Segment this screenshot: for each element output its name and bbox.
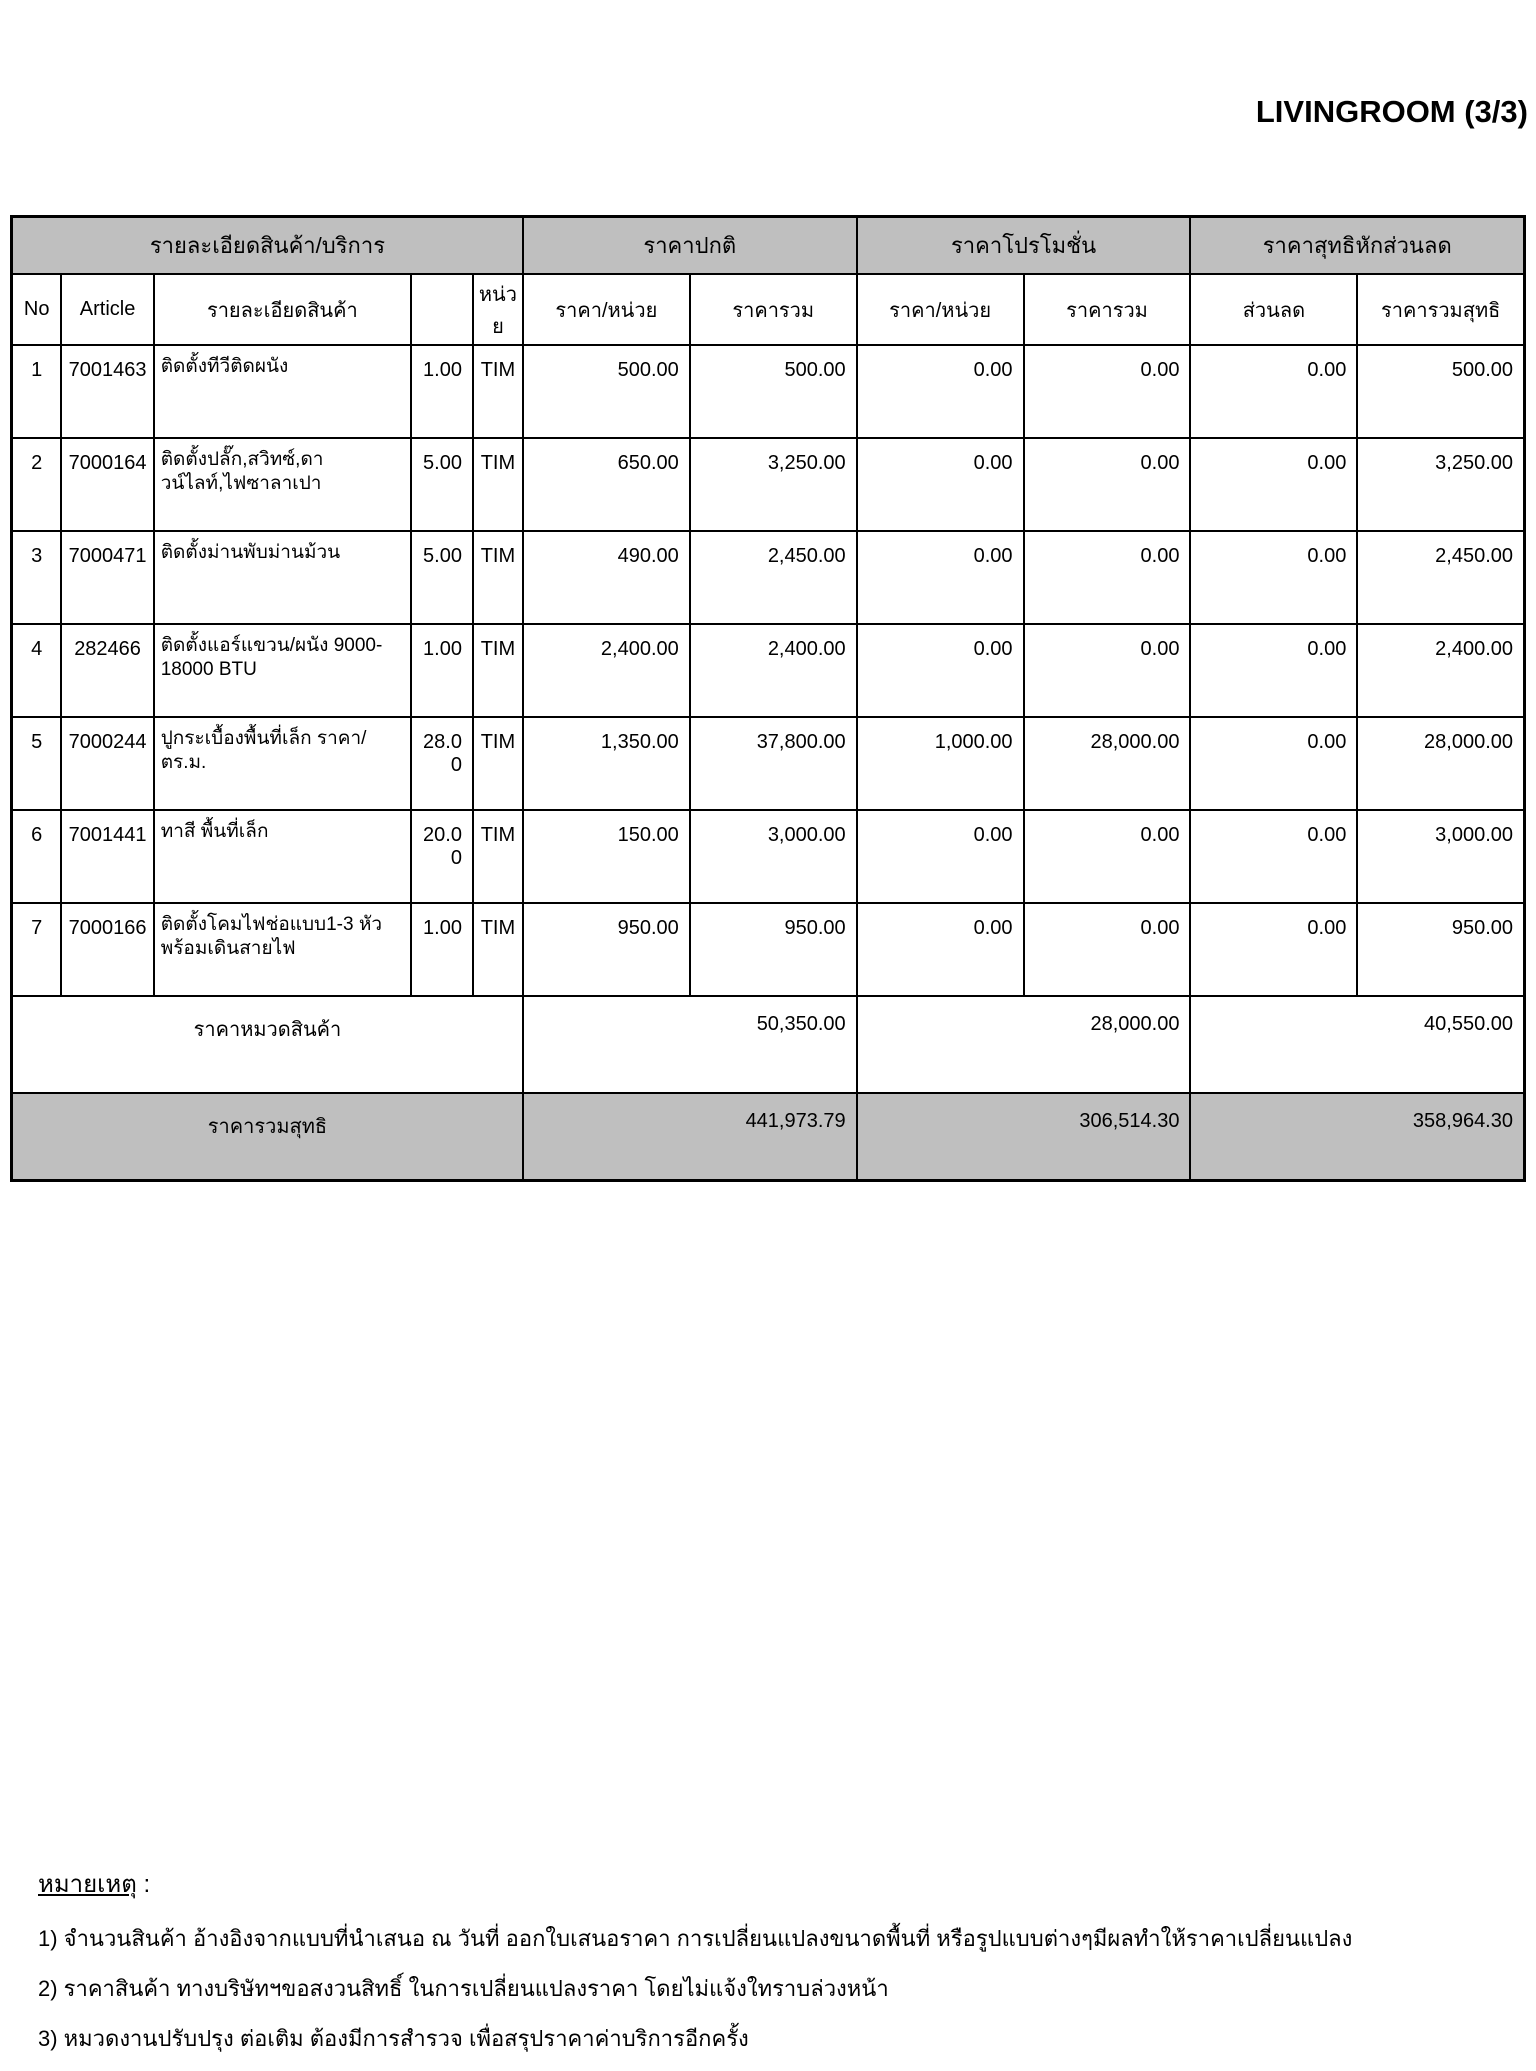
cell-discount: 0.00 bbox=[1190, 903, 1357, 996]
column-header-row bbox=[12, 274, 1525, 345]
col-header-promo-total: ราคารวม bbox=[1024, 274, 1191, 345]
cell-promo-unit: 0.00 bbox=[857, 531, 1024, 624]
grand-total-row bbox=[12, 1093, 1525, 1181]
cell-discount: 0.00 bbox=[1190, 810, 1357, 903]
cell-no: 1 bbox=[12, 345, 62, 438]
group-header-promo-price: ราคาโปรโมชั่น bbox=[857, 217, 1191, 275]
col-header-price-unit: ราคา/หน่วย bbox=[523, 274, 690, 345]
col-header-no: No bbox=[12, 274, 62, 345]
cell-price-total: 2,450.00 bbox=[690, 531, 857, 624]
cell-article: 7000471 bbox=[61, 531, 153, 624]
cell-article: 7001463 bbox=[61, 345, 153, 438]
col-header-article: Article bbox=[61, 274, 153, 345]
subtotal-normal-value: 50,350.00 bbox=[523, 996, 857, 1093]
notes-section bbox=[38, 1864, 1352, 2071]
cell-article: 7000166 bbox=[61, 903, 153, 996]
cell-promo-unit: 0.00 bbox=[857, 438, 1024, 531]
cell-promo-total: 0.00 bbox=[1024, 345, 1191, 438]
table-row bbox=[12, 903, 1525, 996]
quotation-table bbox=[10, 215, 1526, 1182]
table-row bbox=[12, 717, 1525, 810]
grand-total-label: ราคารวมสุทธิ bbox=[12, 1093, 523, 1181]
cell-promo-total: 0.00 bbox=[1024, 903, 1191, 996]
cell-qty: 28.00 bbox=[411, 717, 473, 810]
subtotal-net-value: 40,550.00 bbox=[1190, 996, 1524, 1093]
page-title: LIVINGROOM (3/3) bbox=[1255, 94, 1528, 129]
cell-promo-total: 28,000.00 bbox=[1024, 717, 1191, 810]
cell-description: ทาสี พื้นที่เล็ก bbox=[154, 810, 411, 903]
cell-description: ติดตั้งทีวีติดผนัง bbox=[154, 345, 411, 438]
quotation-table-wrapper bbox=[10, 215, 1526, 1182]
cell-net-total: 3,000.00 bbox=[1357, 810, 1524, 903]
table-row bbox=[12, 810, 1525, 903]
cell-no: 4 bbox=[12, 624, 62, 717]
cell-promo-unit: 0.00 bbox=[857, 345, 1024, 438]
cell-net-total: 2,450.00 bbox=[1357, 531, 1524, 624]
cell-unit: TIM bbox=[473, 531, 523, 624]
note-item-2: 2) ราคาสินค้า ทางบริษัทฯขอสงวนสิทธิ์ ในการเปลี่ยนแปลงราคา โดยไม่แจ้งใทราบล่วงหน้า bbox=[38, 1976, 889, 2001]
group-header-details: รายละเอียดสินค้า/บริการ bbox=[12, 217, 523, 275]
cell-promo-total: 0.00 bbox=[1024, 810, 1191, 903]
subtotal-label: ราคาหมวดสินค้า bbox=[12, 996, 523, 1093]
group-header-normal-price: ราคาปกติ bbox=[523, 217, 857, 275]
notes-heading-colon: : bbox=[136, 1871, 151, 1898]
group-header-row bbox=[12, 217, 1525, 275]
col-header-qty bbox=[411, 274, 473, 345]
cell-discount: 0.00 bbox=[1190, 531, 1357, 624]
cell-net-total: 28,000.00 bbox=[1357, 717, 1524, 810]
cell-price-unit: 1,350.00 bbox=[523, 717, 690, 810]
cell-description: ติดตั้งโคมไฟช่อแบบ1-3 หัวพร้อมเดินสายไฟ bbox=[154, 903, 411, 996]
cell-article: 7001441 bbox=[61, 810, 153, 903]
cell-promo-unit: 0.00 bbox=[857, 810, 1024, 903]
cell-description: ติดตั้งแอร์แขวน/ผนัง 9000-18000 BTU bbox=[154, 624, 411, 717]
cell-price-unit: 2,400.00 bbox=[523, 624, 690, 717]
cell-description: ติดตั้งปลั๊ก,สวิทซ์,ดาวน์ไลท์,ไฟซาลาเปา bbox=[154, 438, 411, 531]
cell-promo-unit: 1,000.00 bbox=[857, 717, 1024, 810]
subtotal-row bbox=[12, 996, 1525, 1093]
col-header-promo-unit: ราคา/หน่วย bbox=[857, 274, 1024, 345]
col-header-net-total: ราคารวมสุทธิ bbox=[1357, 274, 1524, 345]
cell-net-total: 950.00 bbox=[1357, 903, 1524, 996]
cell-price-total: 3,250.00 bbox=[690, 438, 857, 531]
cell-discount: 0.00 bbox=[1190, 438, 1357, 531]
cell-article: 282466 bbox=[61, 624, 153, 717]
table-row bbox=[12, 624, 1525, 717]
notes-heading bbox=[38, 1864, 1352, 1903]
cell-discount: 0.00 bbox=[1190, 345, 1357, 438]
cell-no: 2 bbox=[12, 438, 62, 531]
cell-qty: 5.00 bbox=[411, 438, 473, 531]
cell-description: ติดตั้งม่านพับม่านม้วน bbox=[154, 531, 411, 624]
cell-discount: 0.00 bbox=[1190, 624, 1357, 717]
table-row bbox=[12, 438, 1525, 531]
grand-total-normal-value: 441,973.79 bbox=[523, 1093, 857, 1181]
cell-no: 3 bbox=[12, 531, 62, 624]
cell-description: ปูกระเบื้องพื้นที่เล็ก ราคา/ตร.ม. bbox=[154, 717, 411, 810]
cell-price-unit: 490.00 bbox=[523, 531, 690, 624]
cell-net-total: 2,400.00 bbox=[1357, 624, 1524, 717]
cell-unit: TIM bbox=[473, 903, 523, 996]
cell-no: 7 bbox=[12, 903, 62, 996]
cell-qty: 20.00 bbox=[411, 810, 473, 903]
cell-price-unit: 950.00 bbox=[523, 903, 690, 996]
notes-heading-text: หมายเหตุ bbox=[38, 1871, 137, 1898]
cell-promo-unit: 0.00 bbox=[857, 903, 1024, 996]
cell-no: 6 bbox=[12, 810, 62, 903]
cell-unit: TIM bbox=[473, 717, 523, 810]
cell-price-total: 500.00 bbox=[690, 345, 857, 438]
cell-net-total: 500.00 bbox=[1357, 345, 1524, 438]
cell-article: 7000164 bbox=[61, 438, 153, 531]
subtotal-promo-value: 28,000.00 bbox=[857, 996, 1191, 1093]
table-row bbox=[12, 531, 1525, 624]
cell-promo-total: 0.00 bbox=[1024, 531, 1191, 624]
cell-qty: 1.00 bbox=[411, 903, 473, 996]
cell-qty: 5.00 bbox=[411, 531, 473, 624]
cell-price-unit: 650.00 bbox=[523, 438, 690, 531]
cell-price-unit: 150.00 bbox=[523, 810, 690, 903]
cell-unit: TIM bbox=[473, 438, 523, 531]
col-header-discount: ส่วนลด bbox=[1190, 274, 1357, 345]
cell-no: 5 bbox=[12, 717, 62, 810]
table-row bbox=[12, 345, 1525, 438]
cell-article: 7000244 bbox=[61, 717, 153, 810]
cell-price-total: 950.00 bbox=[690, 903, 857, 996]
grand-total-net-value: 358,964.30 bbox=[1190, 1093, 1524, 1181]
cell-qty: 1.00 bbox=[411, 345, 473, 438]
cell-promo-total: 0.00 bbox=[1024, 624, 1191, 717]
note-item-3: 3) หมวดงานปรับปรุง ต่อเติม ต้องมีการสำรวจ เพื่อสรุปราคาค่าบริการอีกครั้ง bbox=[38, 2026, 749, 2051]
cell-promo-unit: 0.00 bbox=[857, 624, 1024, 717]
col-header-unit: หน่วย bbox=[473, 274, 523, 345]
cell-promo-total: 0.00 bbox=[1024, 438, 1191, 531]
col-header-description: รายละเอียดสินค้า bbox=[154, 274, 411, 345]
col-header-price-total: ราคารวม bbox=[690, 274, 857, 345]
note-item-1: 1) จำนวนสินค้า อ้างอิงจากแบบที่นำเสนอ ณ วันที่ ออกใบเสนอราคา การเปลี่ยนแปลงขนาดพื้นที่ หรือรูปแบบต่างๆมีผลทำให้ราคาเปลี่ยนแปลง bbox=[38, 1926, 1353, 1951]
group-header-net-price: ราคาสุทธิหักส่วนลด bbox=[1190, 217, 1524, 275]
cell-price-unit: 500.00 bbox=[523, 345, 690, 438]
cell-unit: TIM bbox=[473, 810, 523, 903]
cell-price-total: 37,800.00 bbox=[690, 717, 857, 810]
cell-price-total: 2,400.00 bbox=[690, 624, 857, 717]
cell-qty: 1.00 bbox=[411, 624, 473, 717]
cell-discount: 0.00 bbox=[1190, 717, 1357, 810]
cell-unit: TIM bbox=[473, 345, 523, 438]
grand-total-promo-value: 306,514.30 bbox=[857, 1093, 1191, 1181]
cell-unit: TIM bbox=[473, 624, 523, 717]
cell-price-total: 3,000.00 bbox=[690, 810, 857, 903]
cell-net-total: 3,250.00 bbox=[1357, 438, 1524, 531]
